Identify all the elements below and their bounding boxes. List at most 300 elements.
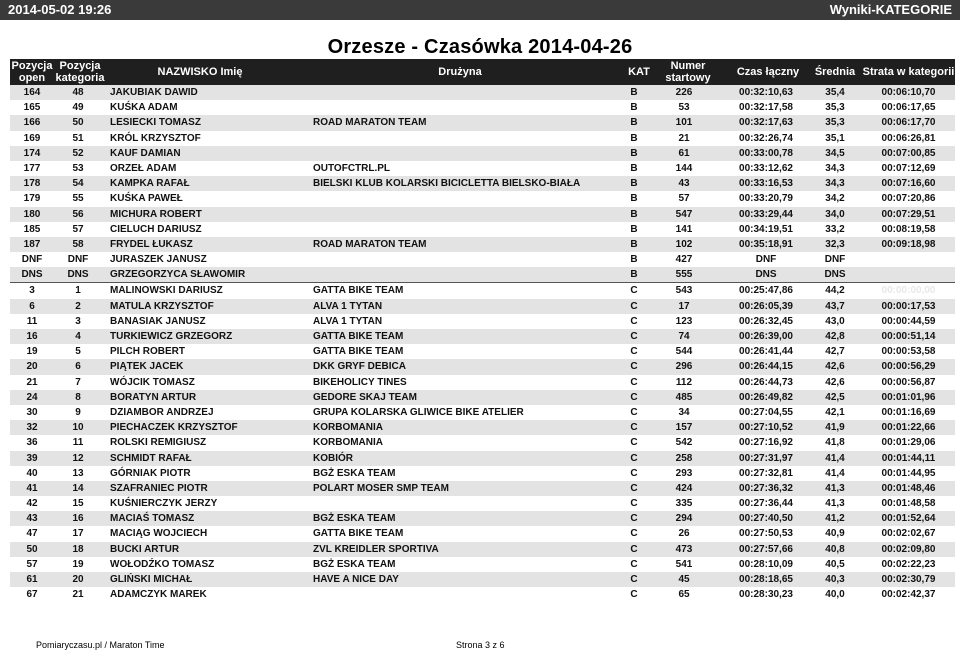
cell-category: C [630, 513, 638, 525]
cell-category-loss: 00:07:20,86 [881, 193, 936, 205]
cell-start-number: 296 [675, 361, 693, 373]
cell-category: B [630, 193, 638, 205]
cell-average: 40,0 [825, 589, 845, 601]
cell-category-loss [862, 252, 955, 267]
cell-team: ROAD MARATON TEAM [313, 238, 427, 250]
table-row [10, 526, 955, 541]
cell-position-category: 8 [75, 391, 81, 403]
cell-category: C [630, 589, 638, 601]
table-row [10, 146, 955, 161]
cell-position-open: 61 [26, 574, 38, 585]
header-position-open: Pozycja open [11, 60, 53, 84]
cell-position-open: 6 [29, 300, 35, 312]
cell-category-loss: 00:01:44,95 [881, 467, 936, 479]
cell-position-open: 43 [26, 513, 38, 525]
table-row [10, 481, 955, 496]
cell-position-category: 9 [75, 406, 81, 418]
cell-name: CIELUCH DARIUSZ [110, 223, 202, 235]
cell-name: PIECHACZEK KRZYSZTOF [110, 422, 238, 434]
cell-category: C [630, 361, 638, 373]
footer-source: Pomiaryczasu.pl / Maraton Time [36, 640, 165, 650]
cell-average: 34,3 [825, 162, 845, 174]
cell-team: BIKEHOLICY TINES [313, 376, 407, 388]
cell-category-loss: 00:01:01,96 [881, 391, 936, 403]
cell-start-number: 293 [675, 467, 693, 479]
cell-category-loss: 00:01:48,46 [881, 482, 936, 494]
table-row [10, 359, 955, 374]
cell-start-number: 21 [678, 132, 690, 144]
cell-total-time: 00:33:00,78 [739, 147, 793, 159]
cell-position-open: 57 [26, 558, 38, 570]
table-row [10, 390, 955, 405]
cell-average: 43,7 [825, 300, 845, 312]
cell-start-number: 74 [678, 331, 690, 342]
table-row [10, 329, 955, 344]
cell-average: 32,3 [825, 238, 845, 250]
cell-category: B [630, 238, 638, 250]
cell-name: SZAFRANIEC PIOTR [110, 482, 208, 494]
cell-position-category: 54 [72, 178, 84, 190]
cell-average: 41,4 [825, 467, 845, 479]
cell-category-loss: 00:07:16,60 [881, 178, 936, 190]
cell-category-loss: 00:09:18,98 [881, 238, 936, 250]
cell-start-number: 335 [675, 498, 693, 510]
cell-position-open: 180 [23, 208, 41, 220]
page-title: Orzesze - Czasówka 2014-04-26 [327, 36, 633, 58]
cell-total-time: 00:32:10,63 [739, 87, 793, 98]
cell-total-time: 00:27:32,81 [739, 467, 793, 479]
cell-average: 40,8 [825, 543, 845, 555]
cell-total-time: 00:25:47,86 [739, 285, 793, 297]
cell-category-loss: 00:02:22,23 [881, 558, 936, 570]
cell-category: C [630, 422, 638, 434]
cell-position-category: 48 [72, 87, 84, 98]
cell-start-number: 65 [678, 589, 690, 601]
cell-name: BUCKI ARTUR [110, 543, 180, 555]
cell-name: BANASIAK JANUSZ [110, 315, 206, 327]
cell-name: KAMPKA RAFAŁ [110, 178, 190, 190]
cell-position-category: 3 [75, 315, 81, 327]
cell-average: 41,3 [825, 498, 845, 510]
cell-team: BGŻ ESKA TEAM [313, 558, 396, 570]
cell-start-number: 26 [678, 528, 690, 540]
cell-start-number: 541 [675, 558, 693, 570]
cell-position-category: 11 [72, 437, 84, 449]
header-category: KAT [628, 66, 650, 78]
cell-position-open: 174 [23, 147, 41, 159]
cell-position-open: 36 [26, 437, 38, 449]
cell-team: GRUPA KOLARSKA GLIWICE BIKE ATELIER [313, 406, 524, 418]
cell-name: TURKIEWICZ GRZEGORZ [110, 331, 233, 342]
cell-total-time: 00:26:49,82 [739, 391, 793, 403]
cell-team [313, 587, 613, 602]
cell-average: DNS [824, 269, 846, 281]
cell-position-category: 1 [75, 285, 81, 297]
cell-name: PIĄTEK JACEK [110, 361, 184, 373]
cell-name: GLIŃSKI MICHAŁ [110, 574, 193, 585]
cell-total-time: 00:27:57,66 [739, 543, 793, 555]
cell-average: 41,9 [825, 422, 845, 434]
cell-total-time: 00:28:10,09 [739, 558, 793, 570]
cell-position-open: 40 [26, 467, 38, 479]
cell-average: 43,0 [825, 315, 845, 327]
cell-category: C [630, 452, 638, 464]
cell-total-time: 00:33:29,44 [739, 208, 793, 220]
cell-category: C [630, 315, 638, 327]
cell-name: KUŚKA PAWEŁ [110, 193, 183, 205]
cell-name: GRZEGORZYCA SŁAWOMIR [110, 269, 246, 281]
cell-total-time: 00:28:18,65 [739, 574, 793, 585]
cell-category: C [630, 437, 638, 449]
cell-average: 42,1 [825, 406, 845, 418]
cell-average: 42,8 [825, 331, 845, 342]
cell-team [313, 191, 613, 206]
table-row [10, 161, 955, 176]
cell-team: GATTA BIKE TEAM [313, 285, 404, 297]
cell-total-time: 00:27:16,92 [739, 437, 793, 449]
cell-average: 34,5 [825, 147, 845, 159]
cell-category: C [630, 574, 638, 585]
cell-position-open: 178 [23, 178, 41, 190]
cell-position-category: 49 [72, 102, 84, 114]
cell-category-loss: 00:01:29,06 [881, 437, 936, 449]
cell-category: C [630, 558, 638, 570]
cell-average: DNF [824, 254, 846, 266]
table-row [10, 496, 955, 511]
cell-category: C [630, 331, 638, 342]
cell-average: 34,3 [825, 178, 845, 190]
cell-category: C [630, 376, 638, 388]
cell-category-loss: 00:00:44,59 [881, 315, 936, 327]
header-name: NAZWISKO Imię [157, 66, 243, 78]
table-row [10, 267, 955, 282]
cell-position-open: 16 [26, 331, 38, 342]
cell-start-number: 141 [675, 223, 693, 235]
cell-total-time: 00:33:16,53 [739, 178, 793, 190]
cell-category: C [630, 300, 638, 312]
cell-category: B [630, 223, 638, 235]
cell-total-time: DNS [755, 269, 777, 281]
cell-total-time: 00:32:17,63 [739, 117, 793, 129]
cell-team: BGŻ ESKA TEAM [313, 467, 396, 479]
cell-position-category: 51 [72, 132, 84, 144]
cell-name: ADAMCZYK MAREK [110, 589, 207, 601]
cell-category-loss: 00:00:53,58 [881, 346, 936, 358]
cell-average: 44,2 [825, 285, 845, 297]
cell-position-category: 12 [72, 452, 84, 464]
cell-name: MATULA KRZYSZTOF [110, 300, 214, 312]
cell-category-loss: 00:01:52,64 [881, 513, 936, 525]
cell-position-open: 11 [26, 315, 38, 327]
cell-total-time: 00:27:04,55 [739, 406, 793, 418]
cell-category-loss: 00:07:29,51 [881, 208, 936, 220]
cell-team [313, 267, 613, 282]
table-row [10, 191, 955, 206]
cell-start-number: 294 [675, 513, 693, 525]
cell-total-time: 00:34:19,51 [739, 223, 793, 235]
cell-total-time: 00:32:26,74 [739, 132, 793, 144]
cell-total-time: 00:26:44,15 [739, 361, 793, 373]
cell-name: WÓJCIK TOMASZ [110, 376, 195, 388]
cell-position-category: 5 [75, 346, 81, 358]
cell-total-time: 00:27:40,50 [739, 513, 793, 525]
cell-team [313, 131, 613, 146]
cell-category: B [630, 117, 638, 129]
table-row [10, 542, 955, 557]
cell-average: 41,2 [825, 513, 845, 525]
cell-name: JAKUBIAK DAWID [110, 87, 198, 98]
cell-category: B [630, 178, 638, 190]
cell-average: 33,2 [825, 223, 845, 235]
cell-team: KORBOMANIA [313, 422, 383, 434]
cell-start-number: 45 [678, 574, 690, 585]
cell-category-loss: 00:06:17,65 [881, 102, 936, 114]
cell-start-number: 544 [675, 346, 693, 358]
cell-category-loss: 00:01:44,11 [881, 452, 936, 464]
table-row [10, 587, 955, 602]
cell-category: B [630, 132, 638, 144]
cell-average: 42,5 [825, 391, 845, 403]
cell-category: C [630, 467, 638, 479]
cell-position-category: 50 [72, 117, 84, 129]
cell-category: C [630, 528, 638, 540]
cell-position-category: DNF [67, 254, 89, 266]
cell-position-category: DNS [67, 269, 89, 281]
cell-position-open: 24 [26, 391, 38, 403]
cell-average: 42,7 [825, 346, 845, 358]
cell-start-number: 258 [675, 452, 693, 464]
cell-category-loss: 00:00:17,53 [881, 300, 936, 312]
table-row [10, 100, 955, 115]
cell-team [313, 222, 613, 237]
cell-team: GATTA BIKE TEAM [313, 528, 404, 540]
cell-start-number: 57 [678, 193, 690, 205]
cell-total-time: 00:27:50,53 [739, 528, 793, 540]
cell-position-category: 57 [72, 223, 84, 235]
cell-name: FRYDEL ŁUKASZ [110, 238, 193, 250]
cell-start-number: 485 [675, 391, 693, 403]
cell-category-loss: 00:07:00,85 [881, 147, 936, 159]
cell-start-number: 102 [675, 238, 693, 250]
cell-position-open: 41 [26, 482, 38, 494]
cell-category: B [630, 147, 638, 159]
cell-name: MICHURA ROBERT [110, 208, 202, 220]
cell-category-loss: 00:06:10,70 [881, 87, 936, 98]
cell-category-loss: 00:06:26,81 [881, 132, 936, 144]
cell-category-loss [862, 267, 955, 282]
table-row [10, 557, 955, 572]
cell-category: C [630, 391, 638, 403]
cell-name: LESIECKI TOMASZ [110, 117, 201, 129]
cell-start-number: 555 [675, 269, 693, 281]
cell-total-time: 00:35:18,91 [739, 238, 793, 250]
cell-start-number: 144 [675, 162, 693, 174]
cell-name: KRÓL KRZYSZTOF [110, 132, 201, 144]
cell-position-category: 53 [72, 162, 84, 174]
cell-name: MALINOWSKI DARIUSZ [110, 285, 223, 297]
cell-position-open: 30 [26, 406, 38, 418]
cell-category-loss: 00:07:12,69 [881, 162, 936, 174]
cell-total-time: 00:27:10,52 [739, 422, 793, 434]
cell-name: MACIAŚ TOMASZ [110, 513, 195, 525]
table-header [10, 59, 955, 85]
cell-name: SCHMIDT RAFAŁ [110, 452, 192, 464]
cell-position-open: 21 [26, 376, 38, 388]
table-row [10, 207, 955, 222]
cell-average: 42,6 [825, 361, 845, 373]
cell-team: HAVE A NICE DAY [313, 574, 399, 585]
cell-position-open: 166 [23, 117, 41, 129]
results-table [10, 85, 955, 602]
cell-position-open: 39 [26, 452, 38, 464]
cell-team: BGŻ ESKA TEAM [313, 513, 396, 525]
cell-team [313, 496, 613, 511]
cell-position-open: DNS [21, 269, 43, 281]
cell-total-time: 00:32:17,58 [739, 102, 793, 114]
cell-average: 40,5 [825, 558, 845, 570]
cell-name: BORATYN ARTUR [110, 391, 197, 403]
cell-category-loss: 00:00:56,87 [881, 376, 936, 388]
table-row [10, 375, 955, 390]
cell-start-number: 101 [675, 117, 693, 129]
cell-start-number: 542 [675, 437, 693, 449]
cell-position-category: 52 [72, 147, 84, 159]
table-row [10, 511, 955, 526]
cell-name: KAUF DAMIAN [110, 147, 181, 159]
cell-average: 40,9 [825, 528, 845, 540]
cell-category-loss: 00:01:16,69 [881, 406, 936, 418]
table-row [10, 222, 955, 237]
cell-start-number: 61 [678, 147, 690, 159]
cell-category-loss: 00:01:48,58 [881, 498, 936, 510]
cell-team [313, 146, 613, 161]
cell-average: 34,0 [825, 208, 845, 220]
cell-start-number: 43 [678, 178, 690, 190]
cell-category-loss: 00:02:30,79 [881, 574, 936, 585]
cell-position-open: 20 [26, 361, 38, 373]
cell-position-category: 6 [75, 361, 81, 373]
cell-position-open: 165 [23, 102, 41, 114]
cell-position-category: 55 [72, 193, 84, 205]
cell-total-time: 00:28:30,23 [739, 589, 793, 601]
cell-category-loss: 00:02:42,37 [881, 589, 936, 601]
cell-total-time: 00:27:36,44 [739, 498, 793, 510]
header-average: Średnia [814, 66, 856, 78]
cell-position-category: 14 [72, 482, 84, 494]
cell-category: C [630, 482, 638, 494]
cell-category: C [630, 543, 638, 555]
cell-category-loss: 00:00:56,29 [881, 361, 936, 373]
table-row [10, 435, 955, 450]
cell-team: DKK GRYF DEBICA [313, 361, 406, 373]
cell-team: GEDORE SKAJ TEAM [313, 391, 417, 403]
cell-category: B [630, 162, 638, 174]
cell-position-category: 15 [72, 498, 84, 510]
cell-total-time: 00:26:05,39 [739, 300, 793, 312]
cell-category-loss: 00:00:51,14 [881, 331, 936, 342]
table-row [10, 85, 955, 100]
footer-page-number: Strona 3 z 6 [456, 640, 505, 650]
cell-average: 35,1 [825, 132, 845, 144]
cell-category: B [630, 269, 638, 281]
cell-category: C [630, 346, 638, 358]
cell-team [313, 252, 613, 267]
cell-category-loss: 00:00:00,00 [881, 285, 936, 297]
cell-position-open: 19 [26, 346, 38, 358]
cell-position-open: 169 [23, 132, 41, 144]
cell-team [313, 100, 613, 115]
cell-name: GÓRNIAK PIOTR [110, 467, 191, 479]
cell-position-category: 4 [75, 331, 81, 342]
cell-name: DZIAMBOR ANDRZEJ [110, 406, 214, 418]
cell-average: 40,3 [825, 574, 845, 585]
cell-position-open: 47 [26, 528, 38, 540]
cell-team: KORBOMANIA [313, 437, 383, 449]
cell-position-open: 177 [23, 162, 41, 174]
cell-position-open: 50 [26, 543, 38, 555]
cell-average: 41,8 [825, 437, 845, 449]
cell-name: ORZEŁ ADAM [110, 162, 177, 174]
cell-position-category: 18 [72, 543, 84, 555]
table-row [10, 405, 955, 420]
header-position-category: Pozycja kategoria [55, 60, 105, 84]
cell-average: 42,6 [825, 376, 845, 388]
cell-total-time: 00:26:41,44 [739, 346, 793, 358]
table-row [10, 299, 955, 314]
cell-position-category: 56 [72, 208, 84, 220]
cell-team [313, 207, 613, 222]
cell-category: C [630, 406, 638, 418]
cell-start-number: 226 [675, 87, 693, 98]
table-row [10, 420, 955, 435]
cell-team: ALVA 1 TYTAN [313, 300, 383, 312]
cell-team: OUTOFCTRL.PL [313, 162, 391, 174]
cell-average: 41,4 [825, 452, 845, 464]
cell-position-open: 179 [23, 193, 41, 205]
cell-team: BIELSKI KLUB KOLARSKI BICICLETTA BIELSKO-BIAŁA [313, 178, 581, 190]
cell-category-loss: 00:02:09,80 [881, 543, 936, 555]
cell-name: MACIĄG WOJCIECH [110, 528, 208, 540]
cell-team [313, 85, 613, 100]
cell-category: B [630, 102, 638, 114]
cell-start-number: 427 [675, 254, 693, 266]
cell-category: C [630, 285, 638, 297]
header-total-time: Czas łączny [736, 66, 800, 78]
cell-total-time: 00:33:20,79 [739, 193, 793, 205]
cell-position-open: 32 [26, 422, 38, 434]
cell-start-number: 123 [675, 315, 693, 327]
table-row [10, 237, 955, 252]
cell-total-time: 00:27:31,97 [739, 452, 793, 464]
cell-total-time: 00:26:32,45 [739, 315, 793, 327]
cell-start-number: 157 [675, 422, 693, 434]
cell-start-number: 17 [678, 300, 690, 312]
cell-category: B [630, 254, 638, 266]
cell-name: ROLSKI REMIGIUSZ [110, 437, 207, 449]
header-team: Drużyna [438, 66, 482, 78]
cell-average: 34,2 [825, 193, 845, 205]
table-row [10, 131, 955, 146]
cell-start-number: 112 [675, 376, 693, 388]
cell-position-open: 185 [23, 223, 41, 235]
cell-position-category: 13 [72, 467, 84, 479]
cell-start-number: 473 [675, 543, 693, 555]
table-row [10, 344, 955, 359]
cell-name: JURASZEK JANUSZ [110, 254, 207, 266]
cell-position-open: 3 [29, 285, 35, 297]
table-row [10, 115, 955, 130]
cell-team: ROAD MARATON TEAM [313, 117, 427, 129]
